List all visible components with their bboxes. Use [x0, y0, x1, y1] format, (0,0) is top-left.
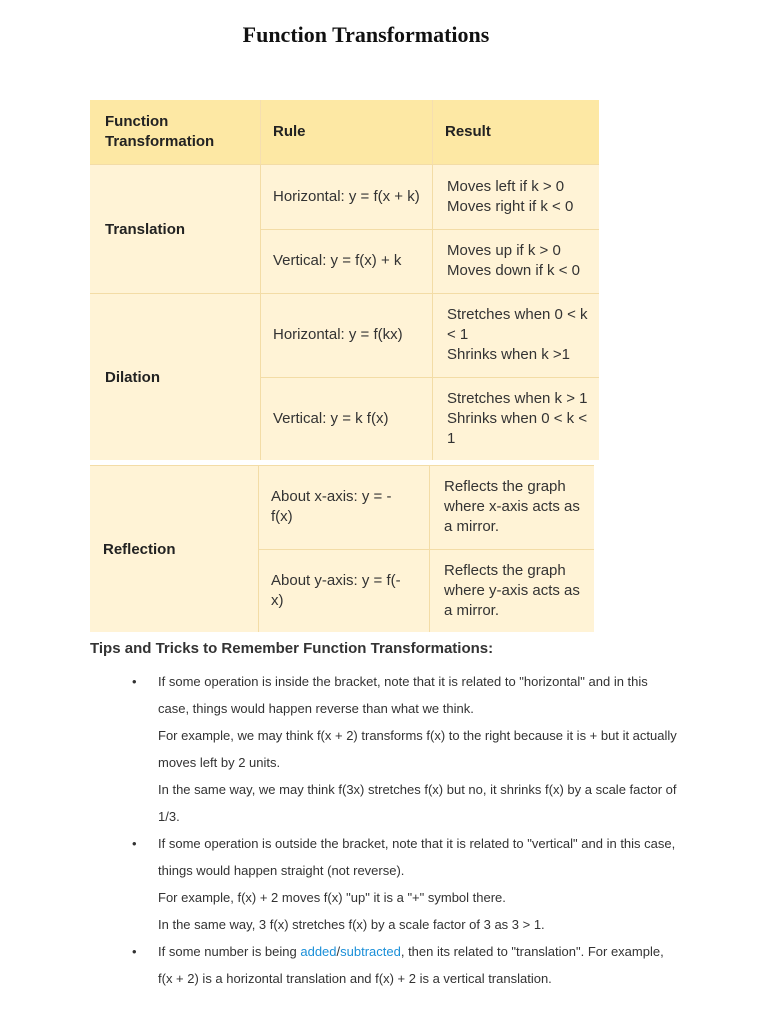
- table-row: [259, 549, 594, 633]
- rule-cell: Horizontal: y = f(x + k): [261, 165, 433, 229]
- tip-text: In the same way, we may think f(3x) stretches f(x) but no, it shrinks f(x) by a scale factor of 1/3.: [158, 782, 677, 824]
- table-row: [261, 165, 599, 229]
- category-cell: Translation: [90, 165, 261, 293]
- group-reflection: [90, 465, 594, 632]
- added-link[interactable]: added: [300, 944, 337, 959]
- group-translation: [90, 164, 599, 293]
- header-result: Result: [445, 123, 491, 140]
- rule-cell: About x-axis: y = - f(x): [259, 466, 430, 549]
- category-cell: Dilation: [90, 294, 261, 460]
- subtracted-link[interactable]: subtracted: [340, 944, 401, 959]
- result-cell: Reflects the graph where y-axis acts as a mirror.: [444, 561, 580, 619]
- result-cell: Moves up if k > 0 Moves down if k < 0: [447, 242, 580, 280]
- table-row: [259, 466, 594, 549]
- bullet-icon: •: [132, 836, 137, 851]
- table-row: [261, 294, 599, 377]
- result-cell: Moves left if k > 0 Moves right if k < 0: [447, 177, 574, 215]
- tip-suffix: , then its related to "translation". For example, f(x + 2) is a horizontal translation and f(x) + 2 is a vertical translation.: [158, 944, 664, 986]
- list-item: [118, 830, 678, 938]
- tip-text: [158, 938, 678, 992]
- tips-list: [118, 668, 678, 992]
- tip-text: For example, we may think f(x + 2) transforms f(x) to the right because it is + but it actually moves left by 2 units.: [158, 728, 677, 770]
- tip-text: If some operation is outside the bracket, note that it is related to "vertical" and in this case, things would happen straight (not reverse).: [158, 836, 676, 878]
- tip-text: In the same way, 3 f(x) stretches f(x) by a scale factor of 3 as 3 > 1.: [158, 917, 545, 932]
- tip-prefix: If some number is being: [158, 944, 301, 959]
- group-dilation: [90, 293, 599, 460]
- tip-text: For example, f(x) + 2 moves f(x) "up" it is a "+" symbol there.: [158, 890, 506, 905]
- header-rule: Rule: [261, 100, 433, 164]
- rule-cell: About y-axis: y = f(- x): [259, 550, 430, 633]
- rule-cell: Vertical: y = k f(x): [261, 378, 433, 461]
- tips-heading: Tips and Tricks to Remember Function Transformations:: [90, 640, 494, 657]
- table-row: [261, 377, 599, 461]
- result-cell: Stretches when 0 < k < 1 Shrinks when k >1: [447, 306, 588, 364]
- bullet-icon: •: [132, 674, 137, 689]
- bullet-icon: •: [132, 944, 137, 959]
- page-title: Function Transformations: [242, 22, 490, 47]
- slash-separator: /: [336, 944, 341, 959]
- rule-cell: Vertical: y = f(x) + k: [261, 230, 433, 294]
- table-header-row: [90, 100, 599, 164]
- table-row: [261, 229, 599, 294]
- tip-text: If some operation is inside the bracket, note that it is related to "horizontal" and in this case, things would happen reverse than what we think.: [158, 674, 648, 716]
- transformations-table: [90, 100, 599, 632]
- rule-cell: Horizontal: y = f(kx): [261, 294, 433, 377]
- list-item: [118, 938, 678, 992]
- header-function-transformation: Function Transformation: [90, 100, 261, 164]
- list-item: [118, 668, 678, 830]
- result-cell: Reflects the graph where x-axis acts as a mirror.: [444, 478, 580, 536]
- category-cell: Reflection: [90, 466, 259, 632]
- result-cell: Stretches when k > 1 Shrinks when 0 < k < 1: [447, 389, 588, 447]
